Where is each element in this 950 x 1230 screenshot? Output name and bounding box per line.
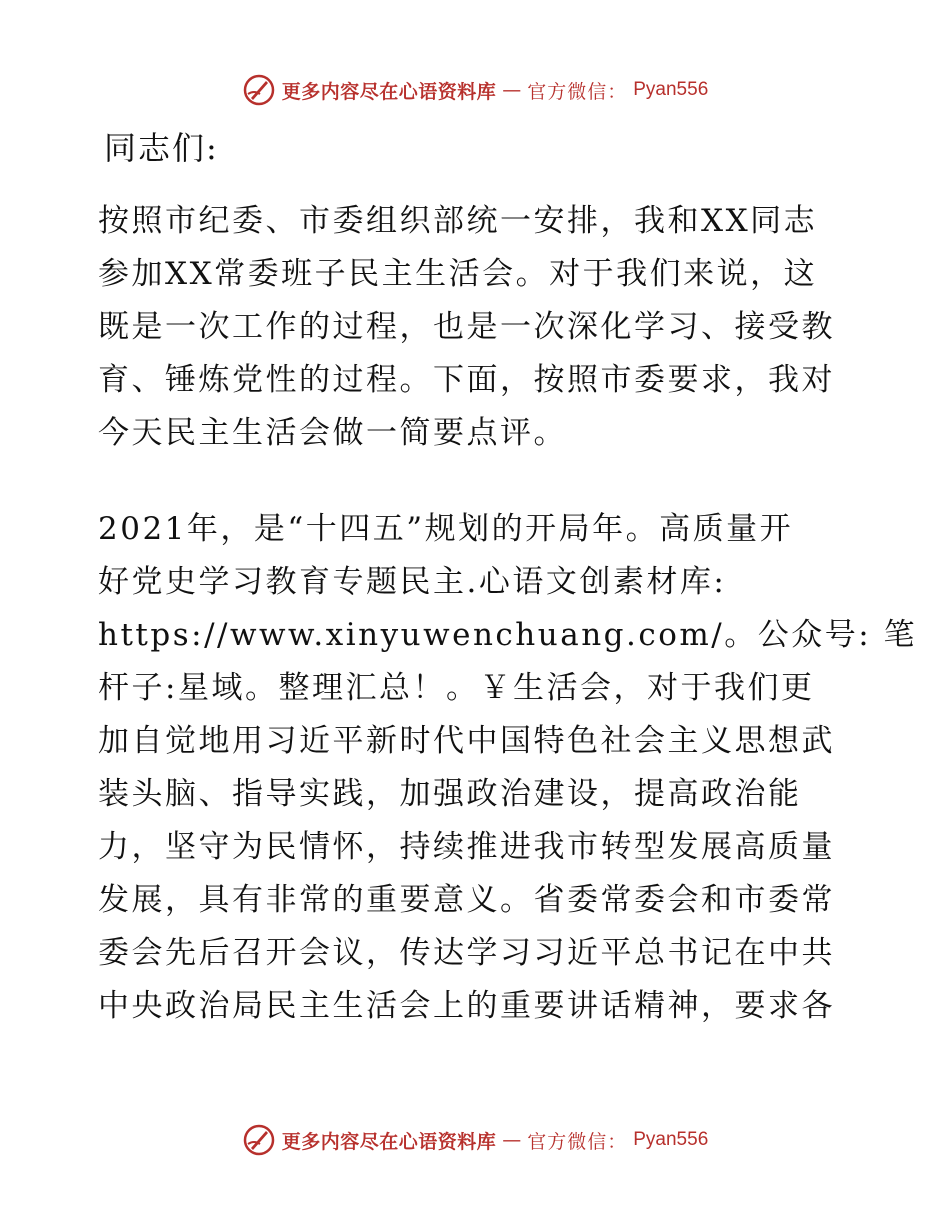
banner-wechat-handle: Pyan556	[633, 79, 709, 100]
quill-logo-icon	[242, 73, 276, 107]
paragraph-line: 按照市纪委、市委组织部统一安排，我和XX同志	[98, 203, 818, 239]
banner-site-name: 更多内容尽在心语资料库	[281, 1130, 497, 1153]
paragraph-1	[98, 195, 854, 460]
paragraph-line: 加自觉地用习近平新时代中国特色社会主义思想武	[98, 723, 835, 759]
salutation: 同志们:	[104, 129, 219, 167]
paragraph-line: 装头脑、指导实践，加强政治建设，提高政治能	[98, 776, 802, 812]
paragraph-line: 杆子:星域。整理汇总！。￥生活会，对于我们更	[98, 670, 815, 706]
header-banner	[0, 68, 950, 112]
paragraph-line: 力，坚守为民情怀，持续推进我市转型发展高质量	[98, 829, 835, 865]
paragraph-line: 育、锤炼党性的过程。下面，按照市委要求，我对	[98, 362, 835, 398]
paragraph-line: 好党史学习教育专题民主.心语文创素材库:	[98, 564, 727, 600]
banner-separator: —	[502, 79, 522, 101]
paragraph-line: 发展，具有非常的重要意义。省委常委会和市委常	[98, 882, 835, 918]
paragraph-line: 既是一次工作的过程，也是一次深化学习、接受教	[98, 309, 835, 345]
banner-contact-label: 官方微信：	[527, 1130, 628, 1153]
quill-logo-icon	[242, 1123, 276, 1157]
paragraph-line: 参加XX常委班子民主生活会。对于我们来说，这	[98, 256, 818, 292]
paragraph-line: 中央政治局民主生活会上的重要讲话精神，要求各	[98, 988, 835, 1024]
banner-separator: —	[502, 1129, 522, 1151]
banner-contact-label: 官方微信：	[527, 80, 628, 103]
paragraph-line: 今天民主生活会做一简要点评。	[98, 415, 567, 451]
paragraph-line: 委会先后召开会议，传达学习习近平总书记在中共	[98, 935, 835, 971]
paragraph-2	[98, 503, 918, 1033]
paragraph-line: 2021年，是“十四五”规划的开局年。高质量开	[98, 511, 794, 547]
paragraph-line-url: https://www.xinyuwenchuang.com/。公众号: 笔	[98, 617, 918, 653]
banner-wechat-handle: Pyan556	[633, 1129, 709, 1150]
banner-site-name: 更多内容尽在心语资料库	[281, 80, 497, 103]
footer-banner	[0, 1118, 950, 1162]
